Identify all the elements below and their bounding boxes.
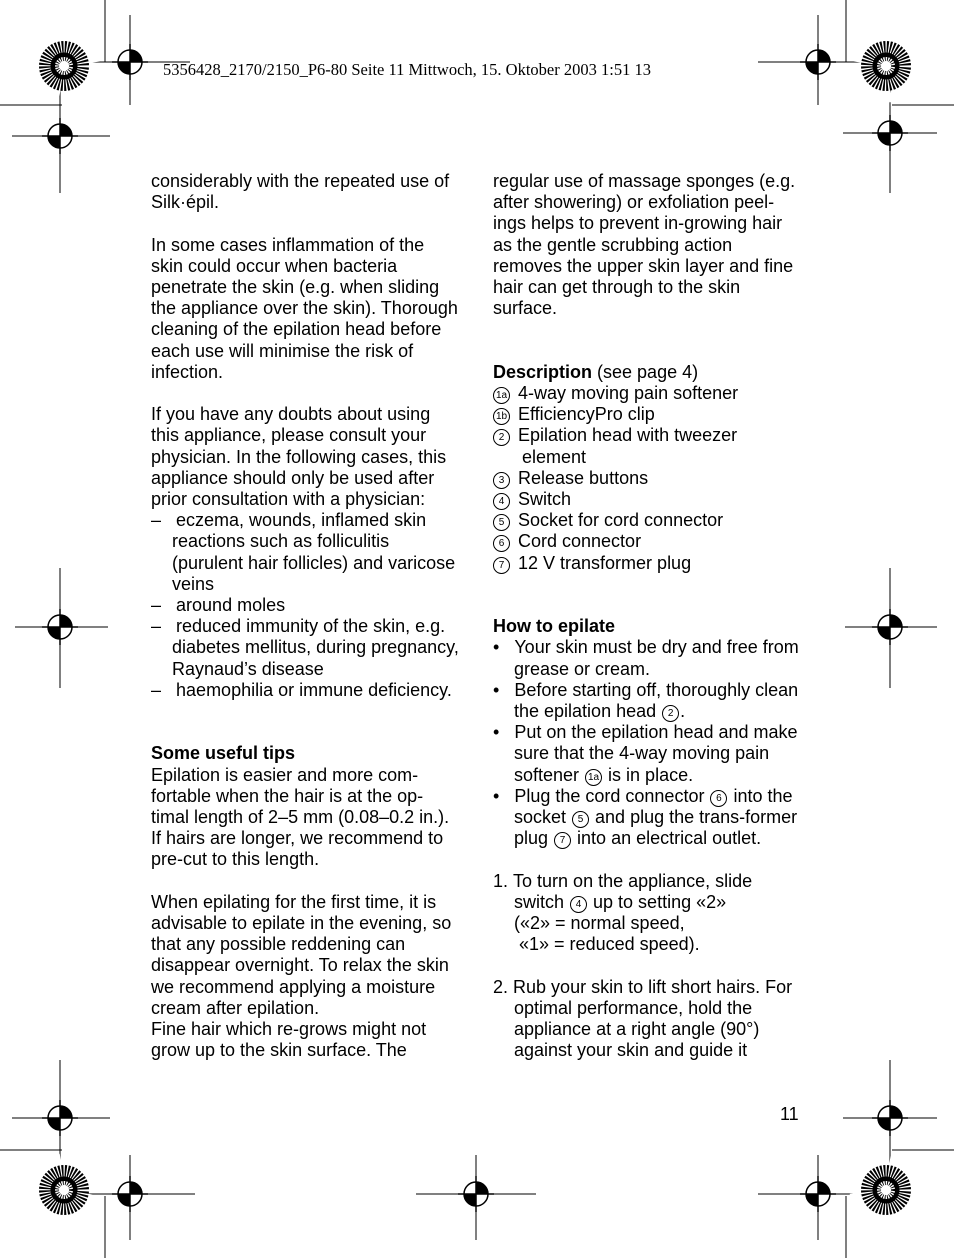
paragraph: considerably with the repeated use of Silk·épil.	[151, 171, 450, 213]
bullet-marker: •	[493, 637, 500, 658]
list-item: • Put on the epilation head and make sure that the 4-way moving pain softener 1a is in place.	[493, 722, 798, 785]
left-column	[151, 171, 461, 1061]
part-number-badge: 4	[570, 896, 587, 913]
list-item: • Before starting off, thoroughly clean the epilation head 2 .	[493, 679, 799, 722]
parts-list-item: 1b EfficiencyPro clip	[493, 404, 803, 425]
parts-list-item: 3 Release buttons	[493, 468, 803, 489]
paragraph: If you have any doubts about using this appliance, please consult your physician. In the following cases, this appliance should only be used after prior consultation with a physician:	[151, 404, 447, 510]
dash-marker: –	[151, 679, 162, 700]
parts-list-item: 2 Epilation head with tweezer element	[493, 425, 803, 467]
step-item: 2. Rub your skin to lift short hairs. For optimal performance, hold the appliance at a right angle (90°) against your skin and guide it	[493, 976, 793, 1061]
part-number-badge: 1a	[493, 387, 510, 404]
part-number-badge: 1b	[493, 408, 510, 425]
contraindication-list	[151, 510, 461, 701]
list-item: – eczema, wounds, inflamed skin reactions such as folliculitis (purulent hair follicles) and varicose veins	[151, 510, 456, 594]
part-number-badge: 1a	[585, 769, 602, 786]
part-number-badge: 5	[572, 811, 589, 828]
part-number-badge: 4	[493, 493, 510, 510]
part-number-badge: 2	[662, 705, 679, 722]
bullet-marker: •	[493, 785, 500, 806]
parts-list-item: 5 Socket for cord connector	[493, 510, 803, 531]
paragraph: In some cases inflammation of the skin could occur when bacteria penetrate the skin (e.g. when sliding the appliance over the skin). Thorough cleaning of the epilation head before each use will minimise the risk of infection.	[151, 234, 458, 382]
page-reference: (see page 4)	[592, 361, 699, 382]
list-item: – haemophilia or immune deficiency.	[151, 679, 452, 700]
description-heading-line	[493, 362, 803, 383]
parts-list-item: 6 Cord connector	[493, 531, 803, 552]
parts-list-item: 1a 4-way moving pain softener	[493, 383, 803, 404]
part-number-badge: 3	[493, 472, 510, 489]
parts-list	[493, 383, 803, 574]
section-heading-how-to: How to epilate	[493, 616, 616, 637]
list-item: – reduced immunity of the skin, e.g. diabetes mellitus, during pregnancy, Raynaud’s disease	[151, 616, 459, 679]
bullet-marker: •	[493, 722, 500, 743]
part-number-badge: 7	[493, 557, 510, 574]
step-item: 1. To turn on the appliance, slide switch 4 up to setting «2» («2» = normal speed, «1» = reduced speed).	[493, 870, 753, 955]
list-item: – around moles	[151, 595, 286, 616]
steps-list	[493, 871, 803, 1062]
paragraph: Fine hair which re-grows might not grow up to the skin surface. The	[151, 1019, 427, 1061]
instructions-list	[493, 637, 803, 849]
step-number: 1.	[493, 870, 509, 891]
section-heading-description: Description	[493, 361, 593, 382]
dash-marker: –	[151, 510, 162, 531]
part-number-badge: 6	[493, 535, 510, 552]
print-slug-header: 5356428_2170/2150_P6-80 Seite 11 Mittwoch, 15. Oktober 2003 1:51 13	[163, 60, 651, 79]
page-number: 11	[780, 1104, 799, 1124]
paragraph: When epilating for the first time, it is advisable to epilate in the evening, so that any possible reddening can disappear overnight. To relax the skin we recommend applying a moisture cream after epilation.	[151, 891, 452, 1018]
part-number-badge: 6	[710, 790, 727, 807]
right-column	[493, 171, 803, 1061]
paragraph: Epilation is easier and more com-fortable when the hair is at the op-timal length of 2–5 mm (0.08–0.2 in.). If hairs are longer, we recommend to pre-cut to this length.	[151, 764, 450, 870]
dash-marker: –	[151, 595, 162, 616]
parts-list-item: 4 Switch	[493, 489, 803, 510]
list-item: • Your skin must be dry and free from grease or cream.	[493, 637, 799, 679]
paragraph: regular use of massage sponges (e.g. after showering) or exfoliation peel-ings helps to prevent in-growing hair as the gentle scrubbing action removes the upper skin layer and fine hair can get through to the skin surface.	[493, 171, 796, 319]
part-number-badge: 2	[493, 429, 510, 446]
parts-list-item: 7 12 V transformer plug	[493, 553, 803, 574]
part-number-badge: 7	[554, 832, 571, 849]
dash-marker: –	[151, 616, 162, 637]
step-number: 2.	[493, 976, 509, 997]
part-number-badge: 5	[493, 514, 510, 531]
section-heading-tips: Some useful tips	[151, 743, 296, 764]
list-item: • Plug the cord connector 6 into the socket 5 and plug the trans-former plug 7 into an electrical outlet.	[493, 785, 798, 849]
bullet-marker: •	[493, 679, 500, 700]
